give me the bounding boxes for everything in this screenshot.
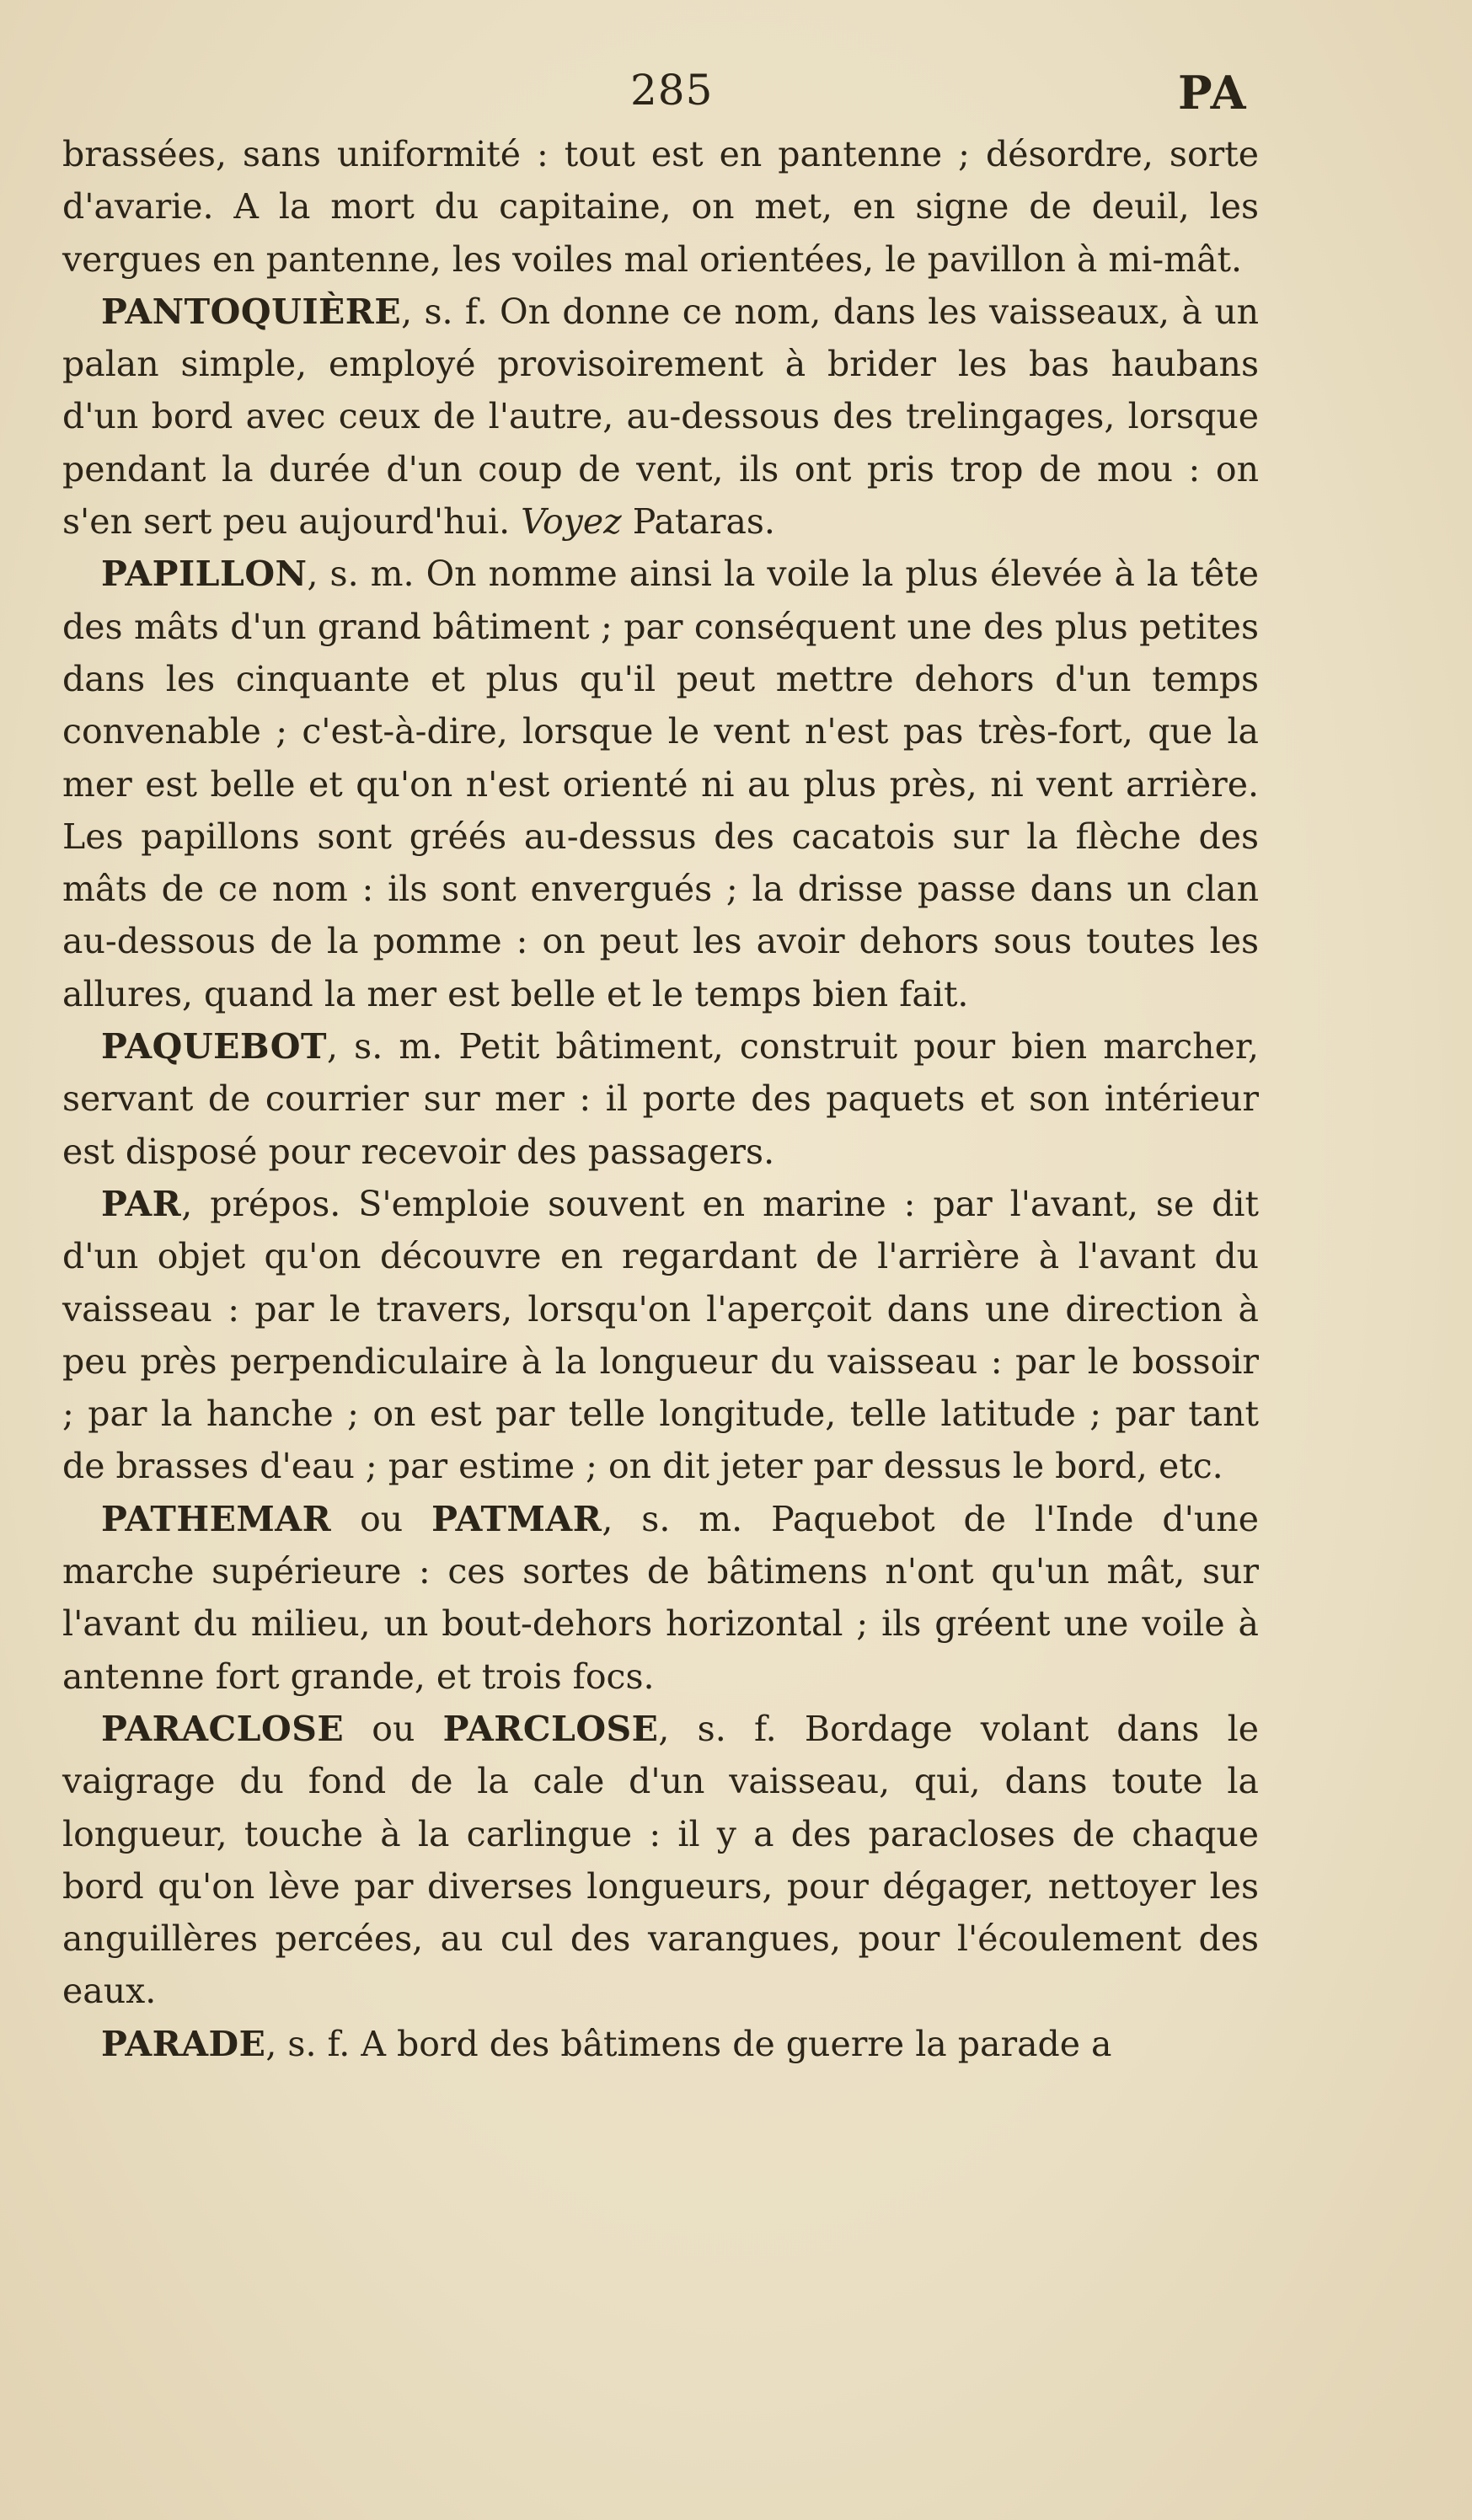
see-reference: Voyez: [521, 501, 622, 543]
entry-grammar: , s. m.: [327, 1026, 443, 1067]
entry-grammar: , s. m.: [307, 554, 415, 595]
entry-headword-variant: PARCLOSE: [442, 1708, 659, 1749]
entry-grammar: , prépos.: [181, 1183, 341, 1224]
entry-grammar: ou: [344, 1708, 443, 1749]
entry-headword: PARADE: [101, 2023, 266, 2064]
entry-headword: PANTOQUIÈRE: [101, 291, 402, 332]
entry-headword: PAR: [101, 1183, 182, 1224]
entry-grammar: , s. f.: [401, 291, 488, 332]
entry-headword: PARACLOSE: [101, 1708, 345, 1749]
entry-pathemar: [62, 1493, 1259, 1703]
entry-par: [62, 1178, 1259, 1493]
entry-grammar: ou: [331, 1498, 432, 1539]
see-target: Pataras.: [621, 501, 775, 543]
page-header: [0, 66, 1472, 120]
entry-parade: [62, 2018, 1259, 2070]
entry-headword: PATHEMAR: [101, 1498, 332, 1539]
entry-headword: PAQUEBOT: [101, 1026, 328, 1067]
page-number: 285: [630, 66, 714, 115]
dictionary-text: [62, 128, 1259, 2070]
entry-grammar: , s. f.: [658, 1708, 777, 1749]
entry-grammar: , s. f.: [265, 2023, 351, 2064]
entry-paquebot: [62, 1020, 1259, 1178]
entry-continuation: [62, 128, 1259, 286]
entry-body: S'emploie souvent en marine : par l'avant, se dit d'un objet qu'on découvre en regardant de l'arrière à l'avant du vaisseau : par le travers, lorsqu'on l'aperçoit dans une direction à peu près perpendiculaire à la longueur du vaisseau : par le bossoir ; par la hanche ; on est par telle longitude, telle latitude ; par tant de brasses d'eau ; par estime ; on dit jeter par dessus le bord, etc.: [62, 1183, 1259, 1487]
entry-body: A bord des bâtimens de guerre la parade a: [350, 2023, 1112, 2064]
entry-headword: PAPILLON: [101, 554, 308, 595]
entry-body: Petit bâtiment, construit pour bien marcher, servant de courrier sur mer : il porte des paquets et son intérieur est disposé pour recevoir des passagers.: [62, 1026, 1259, 1172]
entry-headword-variant: PATMAR: [431, 1498, 602, 1539]
continuation-text: brassées, sans uniformité : tout est en pantenne ; désordre, sorte d'avarie. A la mort du capitaine, on met, en signe de deuil, les vergues en pantenne, les voiles mal orientées, le pavillon à mi-mât.: [62, 134, 1259, 280]
entry-body: Paquebot de l'Inde d'une marche supérieure : ces sortes de bâtimens n'ont qu'un mât, sur l'avant du milieu, un bout-dehors horizontal ; ils gréent une voile à antenne fort grande, et trois focs.: [62, 1498, 1259, 1697]
entry-grammar: , s. m.: [602, 1498, 743, 1539]
entry-papillon: [62, 548, 1259, 1020]
entry-paraclose: [62, 1703, 1259, 2018]
entry-body: On nomme ainsi la voile la plus élevée à la tête des mâts d'un grand bâtiment ; par conséquent une des plus petites dans les cinquante et plus qu'il peut mettre dehors d'un temps convenable ; c'est-à-dire, lorsque le vent n'est pas très-fort, que la mer est belle et qu'on n'est orienté ni au plus près, ni vent arrière. Les papillons sont gréés au-dessus des cacatois sur la flèche des mâts de ce nom : ils sont envergués ; la drisse passe dans un clan au-dessous de la pomme : on peut les avoir dehors sous toutes les allures, quand la mer est belle et le temps bien fait.: [62, 554, 1259, 1014]
entry-pantoquiere: [62, 286, 1259, 548]
entry-body: On donne ce nom, dans les vaisseaux, à un palan simple, employé provisoirement à brider les bas haubans d'un bord avec ceux de l'autre, au-dessous des trelingages, lorsque pendant la durée d'un coup de vent, ils ont pris trop de mou : on s'en sert peu aujourd'hui.: [62, 291, 1260, 543]
running-head: PA: [1178, 66, 1248, 120]
entry-body: Bordage volant dans le vaigrage du fond de la cale d'un vaisseau, qui, dans toute la longueur, touche à la carlingue : il y a des paracloses de chaque bord qu'on lève par diverses longueurs, pour dégager, nettoyer les anguillères percées, au cul des varangues, pour l'écoulement des eaux.: [62, 1708, 1260, 2012]
